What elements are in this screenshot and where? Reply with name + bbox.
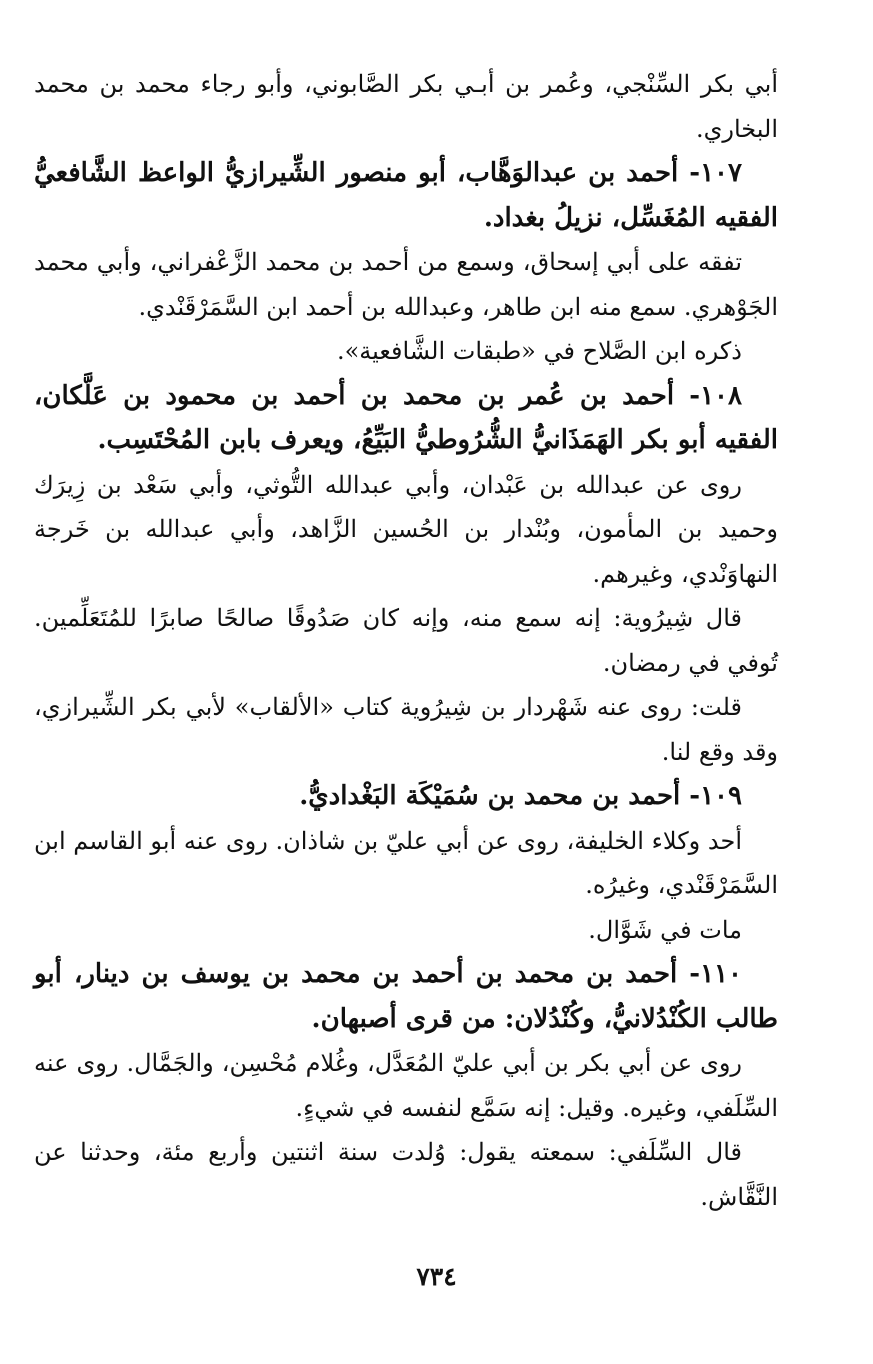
page-body: [34, 62, 778, 1219]
paragraph: قال شِيرُوية: إنه سمع منه، وإنه كان صَدُوقًا صالحًا صابرًا للمُتَعَلِّمين. تُوفي في رمضان.: [34, 604, 778, 677]
entry-heading-109: ١٠٩- أحمد بن محمد بن سُمَيْكَة البَغْداديُّ.: [299, 781, 742, 811]
paragraph: روى عن عبدالله بن عَبْدان، وأبي عبدالله التُّوثي، وأبي سَعْد بن زِيرَك وحميد بن المأمون، وبُنْدار بن الحُسين الزَّاهد، وأبي عبدالله بن خَرجة النهاوَنْدي، وغيرهم.: [34, 470, 778, 588]
paragraph: قال السِّلَفي: سمعته يقول: وُلدت سنة اثنتين وأربع مئة، وحدثنا عن النَّقَّاش.: [34, 1138, 778, 1211]
entry-heading-107: ١٠٧- أحمد بن عبدالوَهَّاب، أبو منصور الشِّيرازيُّ الواعظ الشَّافعيُّ الفقيه المُغَسِّل، نزيلُ بغداد.: [34, 158, 778, 233]
paragraph: روى عن أبي بكر بن أبي عليّ المُعَدَّل، وغُلام مُحْسِن، والجَمَّال. روى عنه السِّلَفي، وغيره. وقيل: إنه سَمَّع لنفسه في شيءٍ.: [34, 1049, 778, 1122]
paragraph: تفقه على أبي إسحاق، وسمع من أحمد بن محمد الزَّعْفراني، وأبي محمد الجَوْهري. سمع منه ابن طاهر، وعبدالله بن أحمد ابن السَّمَرْقَنْدي.: [34, 248, 778, 321]
entry-heading-108: ١٠٨- أحمد بن عُمر بن محمد بن أحمد بن محمود بن عَلَّكان، الفقيه أبو بكر الهَمَذَانيُّ الشُّرُوطيُّ البَيِّعُ، ويعرف بابن المُحْتَسِب.: [34, 380, 778, 455]
entry-heading-110: ١١٠- أحمد بن محمد بن أحمد بن محمد بن يوسف بن دينار، أبو طالب الكُنْدُلانيُّ، وكُنْدُلان: من قرى أصبهان.: [34, 959, 778, 1034]
paragraph: أحد وكلاء الخليفة، روى عن أبي عليّ بن شاذان. روى عنه أبو القاسم ابن السَّمَرْقَنْدي، وغيرُه.: [34, 826, 778, 899]
page-number: ٧٣٤: [416, 1262, 457, 1291]
paragraph-continuation: أبي بكر السِّنْجي، وعُمر بن أبـي بكر الصَّابوني، وأبو رجاء محمد بن محمد البخاري.: [34, 70, 778, 143]
paragraph: قلت: روى عنه شَهْردار بن شِيرُوية كتاب «الألقاب» لأبي بكر الشِّيرازي، وقد وقع لنا.: [34, 693, 778, 766]
paragraph: مات في شَوَّال.: [588, 915, 742, 944]
paragraph: ذكره ابن الصَّلاح في «طبقات الشَّافعية».: [336, 337, 742, 365]
